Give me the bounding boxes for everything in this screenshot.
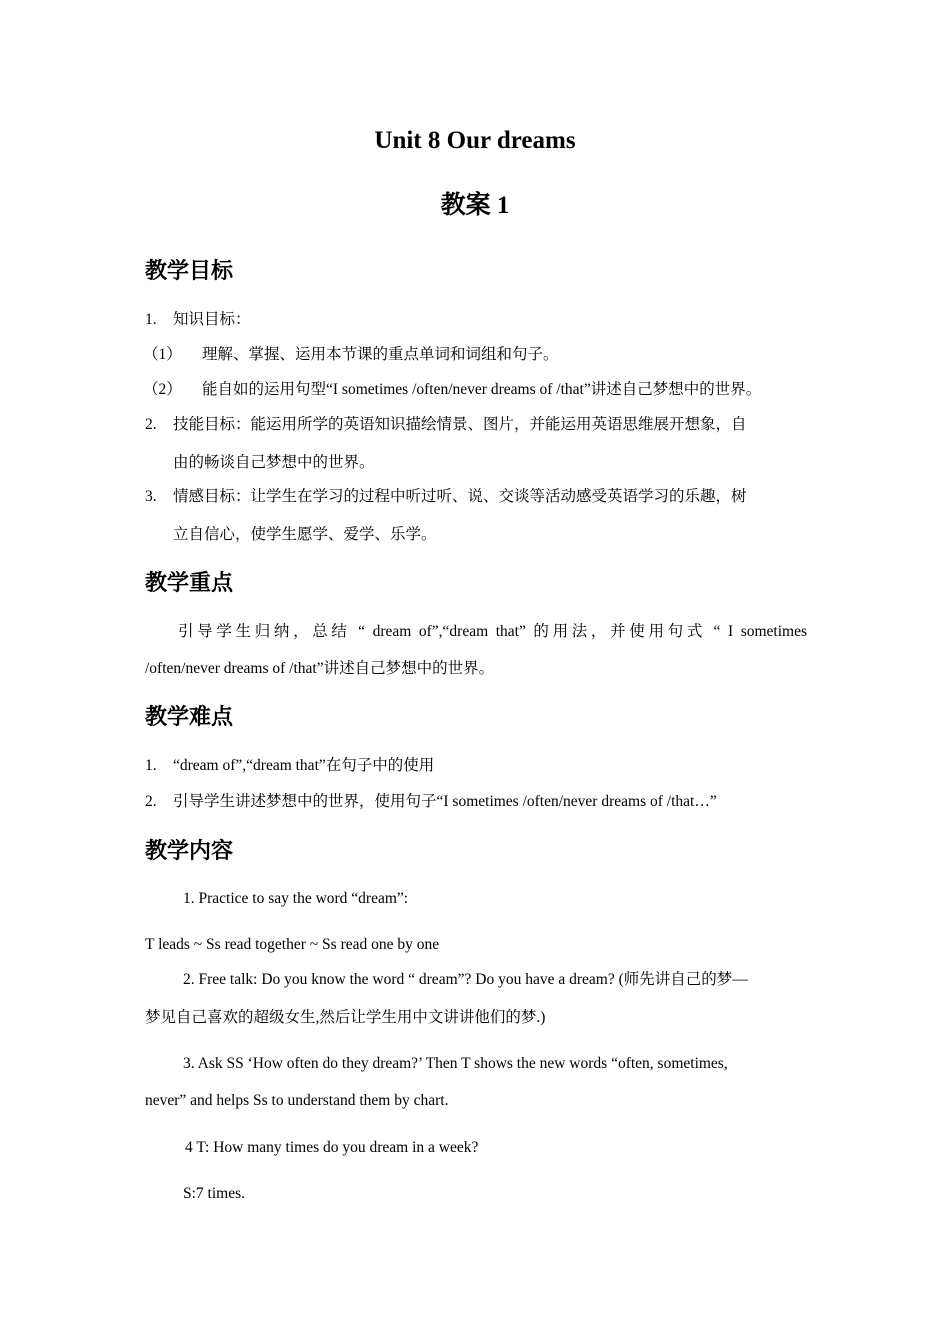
difficulty-2-text: 引导学生讲述梦想中的世界，使用句子“I sometimes /often/never dreams of /that…” — [173, 793, 717, 810]
difficulty-1-text: “dream of”,“dream that”在句子中的使用 — [173, 757, 435, 774]
objective-sub-1-text: 理解、掌握、运用本节课的重点单词和词组和句子。 — [202, 346, 559, 363]
objective-1-number: 1. — [145, 311, 157, 328]
objective-2-number: 2. — [145, 416, 157, 433]
difficulty-1-number: 1. — [145, 757, 157, 774]
objective-sub-2-number: （2） — [143, 381, 182, 398]
objective-2-text-line-1: 技能目标：能运用所学的英语知识描绘情景、图片，并能运用英语思维展开想象，自 — [173, 416, 747, 433]
content-step-3-line-2: never” and helps Ss to understand them by chart. — [145, 1092, 449, 1109]
content-step-1: 1. Practice to say the word “dream”: — [183, 890, 409, 907]
content-step-1-detail: T leads ~ Ss read together ~ Ss read one by one — [145, 936, 440, 953]
content-step-4: 4 T: How many times do you dream in a week? — [185, 1139, 479, 1156]
objective-1-text: 知识目标： — [173, 311, 251, 328]
content-step-2-line-1: 2. Free talk: Do you know the word “ dream”? Do you have a dream? (师先讲自己的梦— — [183, 971, 748, 988]
document-subtitle: 教案 1 — [440, 192, 510, 219]
key-points-text-line-2: /often/never dreams of /that”讲述自己梦想中的世界。 — [145, 660, 495, 677]
objective-sub-1-number: （1） — [143, 346, 182, 363]
objective-2-text-line-2: 由的畅谈自己梦想中的世界。 — [173, 454, 375, 471]
section-heading-objectives: 教学目标 — [145, 258, 234, 283]
objective-3-text-line-1: 情感目标：让学生在学习的过程中听过听、说、交谈等活动感受英语学习的乐趣，树 — [173, 488, 747, 505]
document-title: Unit 8 Our dreams — [374, 127, 576, 154]
objective-3-text-line-2: 立自信心，使学生愿学、爱学、乐学。 — [173, 526, 437, 543]
section-heading-key-points: 教学重点 — [145, 570, 234, 595]
objective-sub-2-text: 能自如的运用句型“I sometimes /often/never dreams of /that”讲述自己梦想中的世界。 — [202, 381, 762, 398]
objective-3-number: 3. — [145, 488, 157, 505]
section-heading-difficulties: 教学难点 — [145, 704, 234, 729]
content-step-4-answer: S:7 times. — [183, 1185, 246, 1202]
difficulty-2-number: 2. — [145, 793, 157, 810]
key-points-text-line-1: 引导学生归纳，总结 “ dream of”,“dream that” 的用法，并使用句式 “ I sometimes — [178, 623, 807, 640]
section-heading-content: 教学内容 — [145, 838, 234, 863]
content-step-2-line-2: 梦见自己喜欢的超级女生,然后让学生用中文讲讲他们的梦.) — [145, 1009, 546, 1026]
content-step-3-line-1: 3. Ask SS ‘How often do they dream?’ Then T shows the new words “often, sometimes, — [183, 1055, 728, 1072]
